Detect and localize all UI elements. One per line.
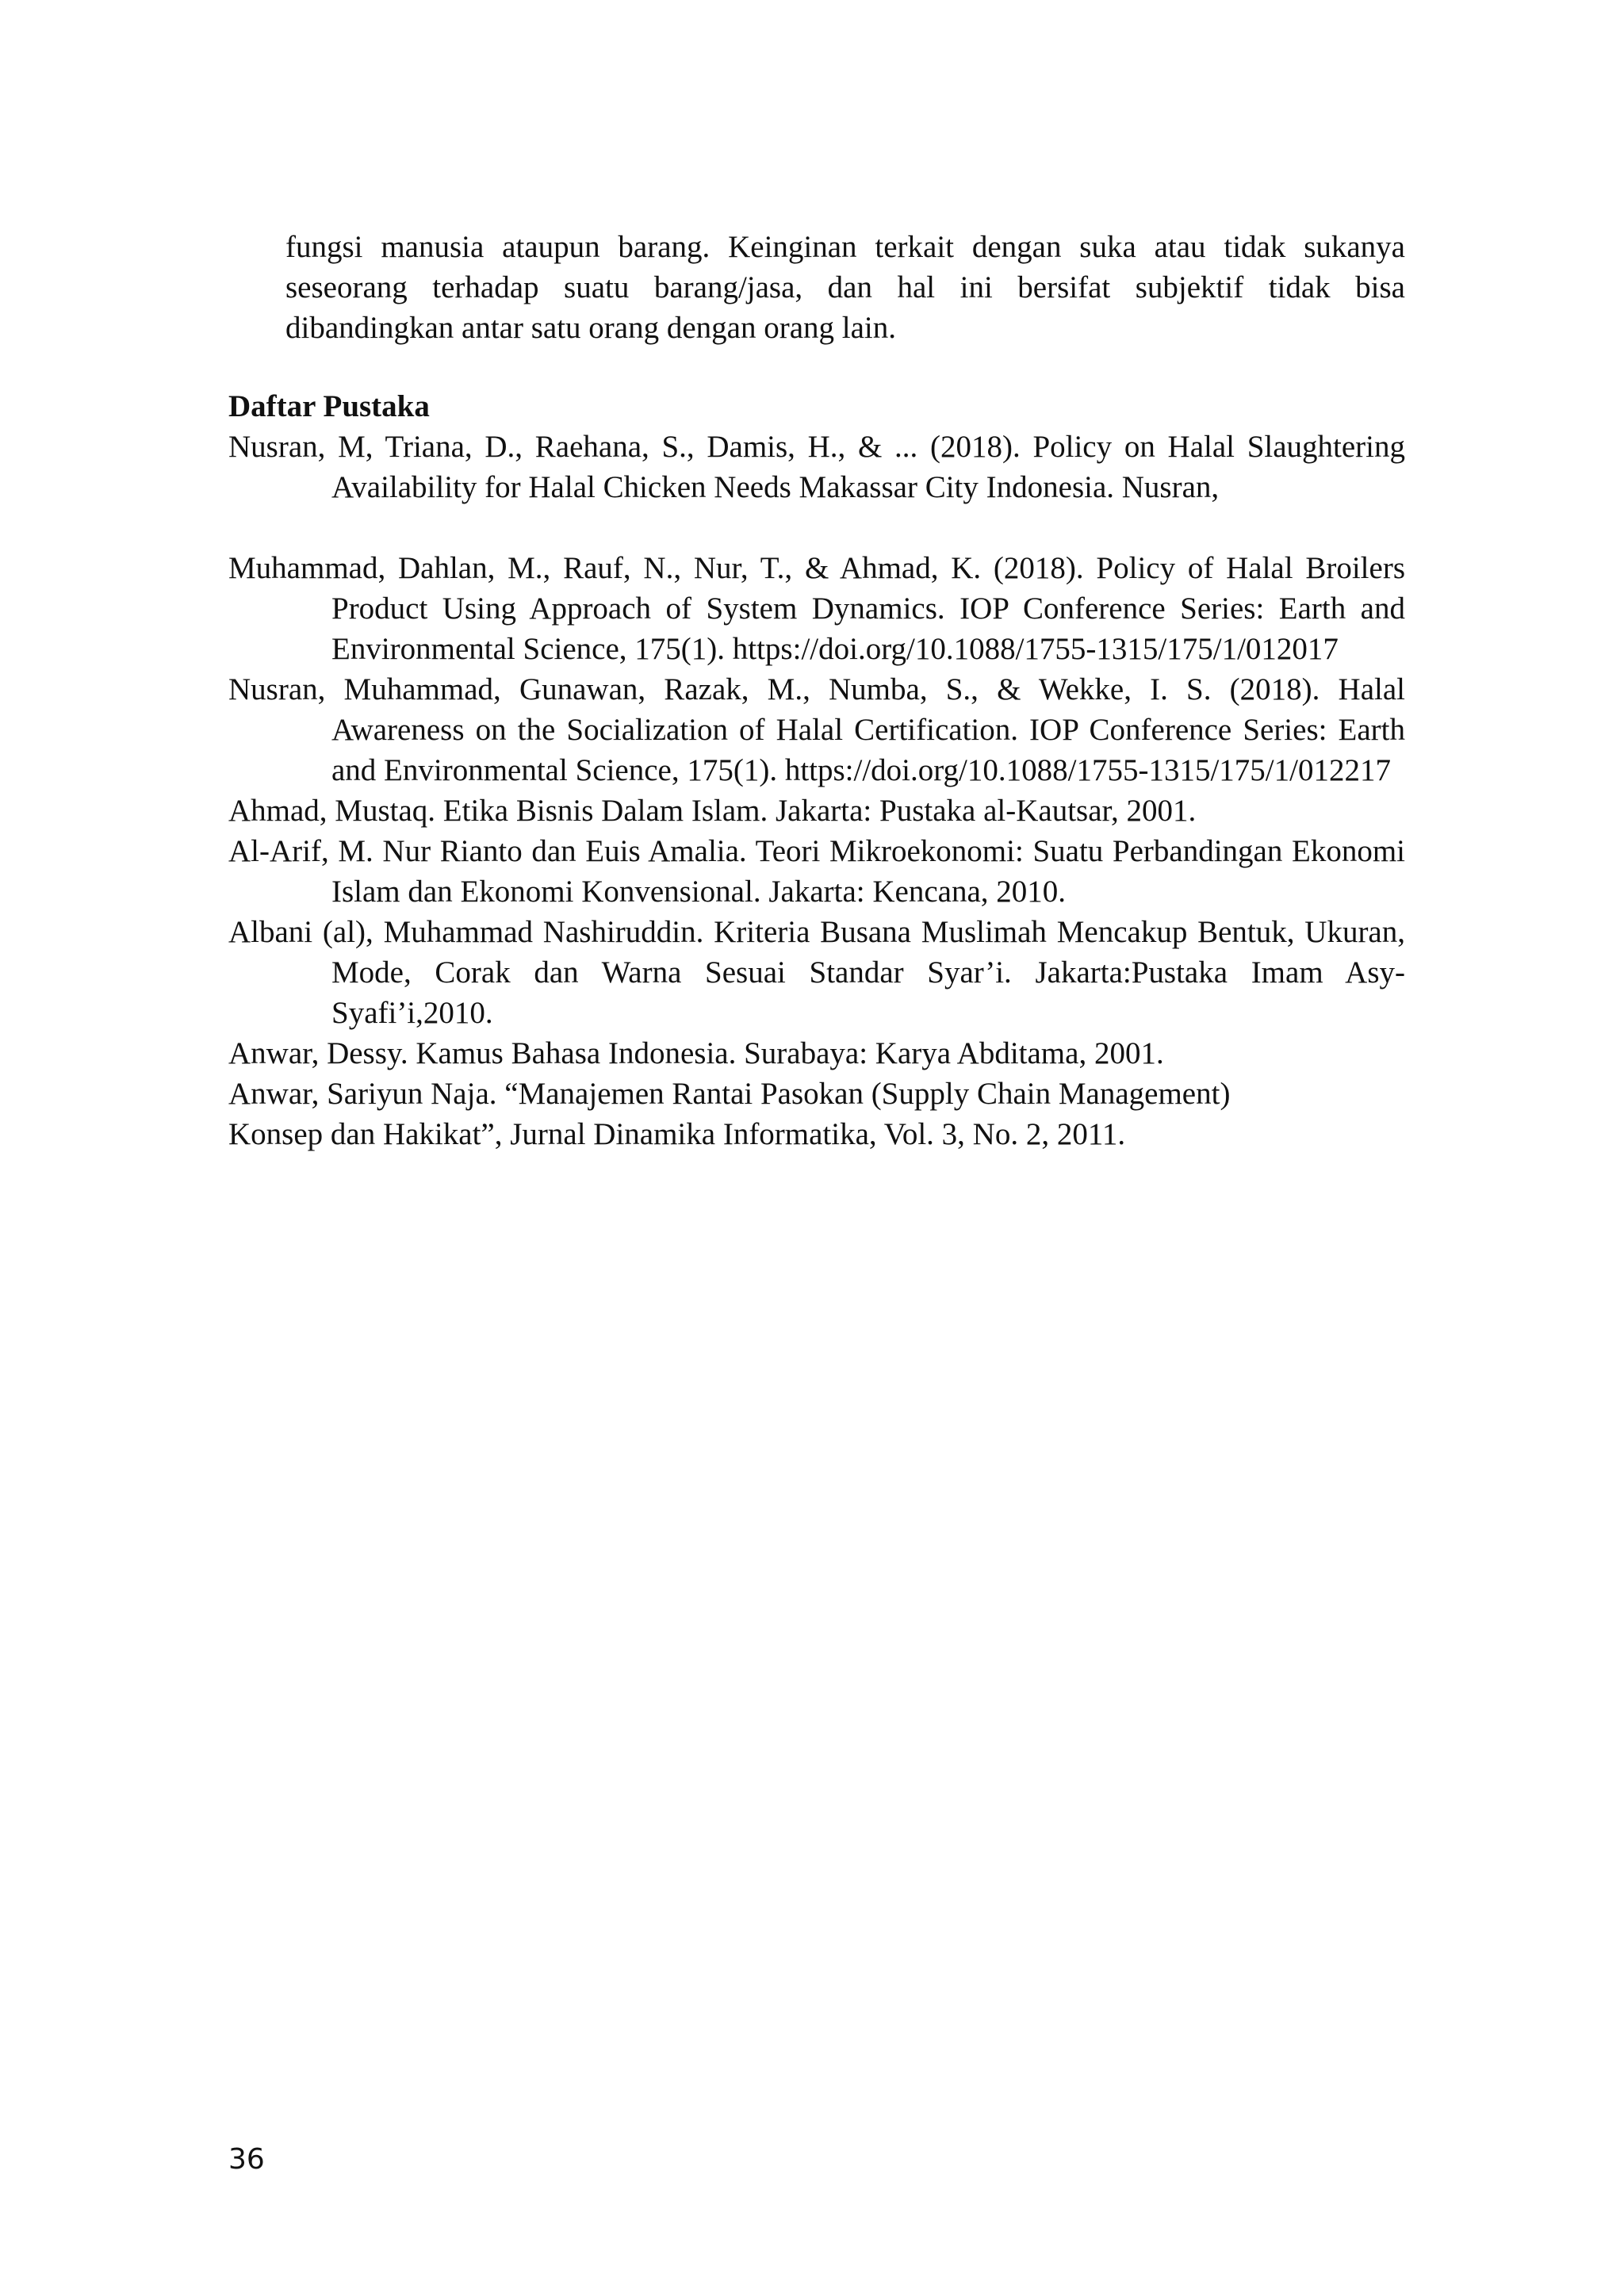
- reference-item: Konsep dan Hakikat”, Jurnal Dinamika Informatika, Vol. 3, No. 2, 2011.: [228, 1117, 1126, 1151]
- reference-item: Nusran, Muhammad, Gunawan, Razak, M., Numba, S., & Wekke, I. S. (2018). Halal Awareness on the Socialization of Halal Certification. IOP Conference Series: Earth and Environmental Science, 175(1). https://doi.org/10.1088/1755-1315/175/1/012217: [228, 672, 1405, 787]
- reference-item: Anwar, Sariyun Naja. “Manajemen Rantai Pasokan (Supply Chain Management): [228, 1077, 1231, 1111]
- page-number: 36: [228, 2143, 265, 2176]
- reference-item: Ahmad, Mustaq. Etika Bisnis Dalam Islam. Jakarta: Pustaka al-Kautsar, 2001.: [228, 794, 1197, 828]
- reference-item: Nusran, M, Triana, D., Raehana, S., Damis, H., & ... (2018). Policy on Halal Slaughtering Availability for Halal Chicken Needs Makassar City Indonesia. Nusran,: [228, 430, 1405, 504]
- reference-item: Anwar, Dessy. Kamus Bahasa Indonesia. Surabaya: Karya Abditama, 2001.: [228, 1036, 1164, 1070]
- references-heading: Daftar Pustaka: [228, 389, 430, 423]
- reference-list: [228, 427, 1405, 1154]
- reference-item: Albani (al), Muhammad Nashiruddin. Kriteria Busana Muslimah Mencakup Bentuk, Ukuran, Mode, Corak dan Warna Sesuai Standar Syar’i. Jakarta:Pustaka Imam Asy-Syafi’i,2010.: [228, 915, 1405, 1030]
- reference-item: Muhammad, Dahlan, M., Rauf, N., Nur, T., & Ahmad, K. (2018). Policy of Halal Broilers Product Using Approach of System Dynamics. IOP Conference Series: Earth and Environmental Science, 175(1). https://doi.org/10.1088/1755-1315/175/1/012017: [228, 551, 1405, 666]
- reference-item: Al-Arif, M. Nur Rianto dan Euis Amalia. Teori Mikroekonomi: Suatu Perbandingan Ekonomi Islam dan Ekonomi Konvensional. Jakarta: Kencana, 2010.: [228, 834, 1405, 909]
- intro-paragraph: fungsi manusia ataupun barang. Keinginan terkait dengan suka atau tidak sukanya seseorang terhadap suatu barang/jasa, dan hal ini bersifat subjektif tidak bisa dibandingkan antar satu orang dengan orang lain.: [285, 230, 1405, 345]
